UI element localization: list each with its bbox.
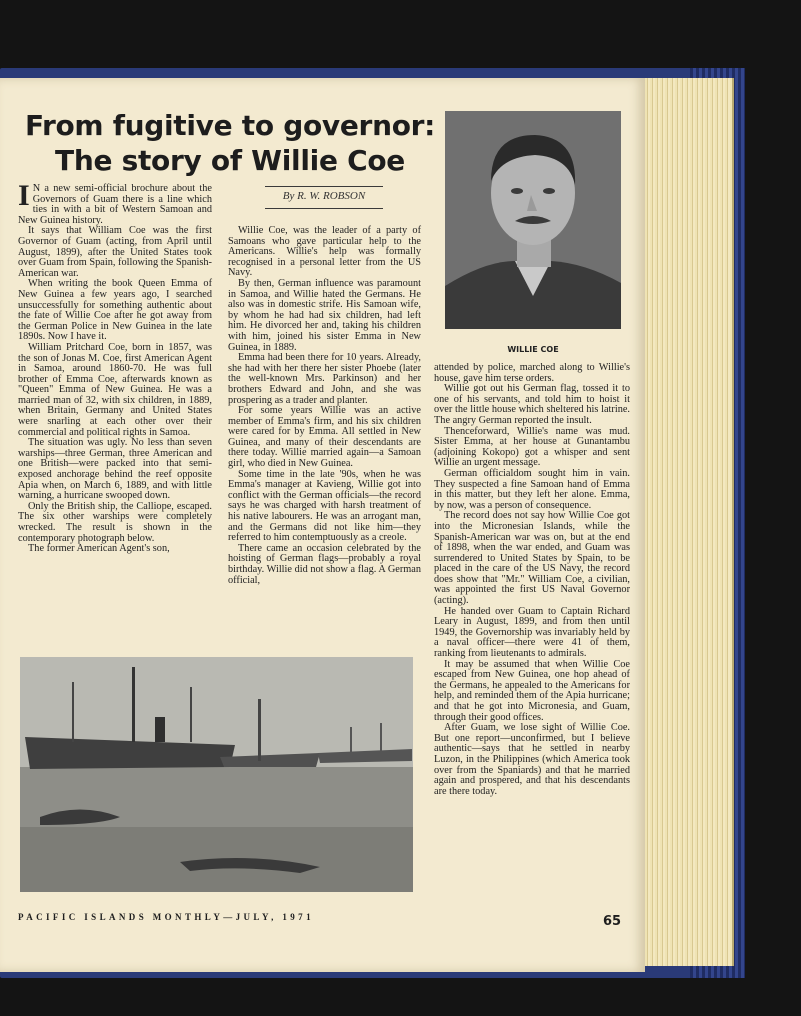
paragraph: Willie Coe, was the leader of a party of Samoans who gave particular help to the Americans. Willie's help was formally recognised in a personal letter from the US Navy. <box>228 225 421 279</box>
paragraph: Emma had been there for 10 years. Already, she had with her there her sister Phoebe (later the well-known Mrs. Parkinson) and her brothers Edward and John, and she was prospering as a trader and planter. <box>228 352 421 406</box>
column-2 <box>228 226 421 586</box>
paragraph: Only the British ship, the Calliope, escaped. The six other warships were completely wrecked. The result is shown in the contemporary photograph below. <box>18 500 212 544</box>
paragraph: The record does not say how Willie Coe got into the Micronesian Islands, while the Spanish-American war was on, but at the end of 1898, when the war ended, and Guam was surrendered to United States by Spain, to be placed in the care of the US Navy, the record does show that "Mr." William Coe, a civilian, was appointed the first US Naval Governor (acting). <box>434 510 630 607</box>
paragraph: Thenceforward, Willie's name was mud. Sister Emma, at her house at Gunantambu (adjoining Kokopo) got a whisper and sent Willie an urgent message. <box>434 425 630 469</box>
paragraph: When writing the book Queen Emma of New Guinea a few years ago, I searched unsuccessfully for something authentic about the fate of Willie Coe after he got away from the German Police in New Guinea in the late 1890s. Now I have it. <box>18 278 212 343</box>
headline-line-2: The story of Willie Coe <box>55 144 405 177</box>
magazine-footer: PACIFIC ISLANDS MONTHLY—JULY, 1971 <box>18 912 314 922</box>
shipwreck-photo <box>20 657 413 892</box>
paragraph: There came an occasion celebrated by the hoisting of German flags—probably a royal birthday. Willie did not show a flag. A German official, <box>228 542 421 586</box>
paragraph: For some years Willie was an active member of Emma's firm, and his six children were cared for by Emma. All settled in New Guinea, and many of their descendants are there today. Willie married again—a Samoan girl, who died in New Guinea. <box>228 405 421 470</box>
byline-rule-top <box>265 186 383 187</box>
portrait-photo <box>445 111 621 329</box>
column-1 <box>18 179 212 555</box>
page-stack <box>640 78 734 966</box>
paragraph: William Pritchard Coe, born in 1857, was the son of Jonas M. Coe, first American Agent in Samoa, around 1860-70. He was full brother of Emma Coe, afterwards known as "Queen" Emma of New Guinea. He was a married man of 32, with six children, in 1889, when Britain, Germany and United States were snarling at each other over their commercial and political rights in Samoa. <box>18 341 212 438</box>
paragraph: Willie got out his German flag, tossed it to one of his servants, and told him to hoist it over the little house which sheltered his latrine. The angry German reported the insult. <box>434 383 630 426</box>
paragraph: attended by police, marched along to Willie's house, gave him terse orders. <box>434 362 630 384</box>
paragraph: The former American Agent's son, <box>28 543 170 555</box>
paragraph: It may be assumed that when Willie Coe escaped from New Guinea, one hop ahead of the Germans, he appealed to the Americans for help, and reminded them of the Apia hurricane; and that he got into Micronesia, and Guam, through their good offices. <box>434 658 630 723</box>
headline-line-1: From fugitive to governor: <box>24 109 436 142</box>
magazine-page <box>0 78 645 972</box>
paragraph <box>18 179 212 226</box>
headline <box>20 108 440 178</box>
portrait-caption: WILLIE COE <box>507 345 559 354</box>
byline-rule-bottom <box>265 208 383 209</box>
paragraph: He handed over Guam to Captain Richard Leary in August, 1899, and from then until 1949, the Governorship was invariably held by a naval officer—there were 41 of them, ranking from lieutenants to admirals. <box>434 605 630 660</box>
paragraph: By then, German influence was paramount in Samoa, and Willie hated the Germans. He also was in domestic strife. His Samoan wife, by whom he had had six children, had left him. He divorced her and, taking his children with him, joined his sister Emma in New Guinea, in 1889. <box>228 277 421 353</box>
drop-cap: I <box>18 179 30 212</box>
page-number: 65 <box>603 914 622 929</box>
byline: By R. W. ROBSON <box>282 190 366 202</box>
paragraph: After Guam, we lose sight of Willie Coe. But one report—unconfirmed, but I believe authentic—says that he settled in nearby Luzon, in the Philippines (which America took over from the Spaniards) and that he married again and prospered, and that his descendants are there today. <box>434 722 630 797</box>
paragraph: The situation was ugly. No less than seven warships—three German, three American and one British—were packed into that semi-exposed anchorage behind the reef opposite Apia when, on March 6, 1889, and with little warning, a hurricane swooped down. <box>18 437 212 502</box>
paragraph: It says that William Coe was the first Governor of Guam (acting, from April until August, 1899), after the United States took over Guam from Spain, following the Spanish-American war. <box>18 225 212 279</box>
paragraph: German officialdom sought him in vain. They suspected a fine Samoan hand of Emma in this matter, but they left her alone. Emma, by now, was a person of consequence. <box>434 467 630 511</box>
column-3 <box>434 363 630 797</box>
paragraph: Some time in the late '90s, when he was Emma's manager at Kavieng, Willie got into conflict with the German officials—the record says he was charged with harsh treatment of his native labourers. He was an arrogant man, and the Germans did not like him—they referred to him contemptuously as a creole. <box>228 468 421 544</box>
paragraph-text: N a new semi-official brochure about the Governors of Guam there is a line which ties in with a bit of Western Samoan and New Guinea history. <box>18 183 212 226</box>
